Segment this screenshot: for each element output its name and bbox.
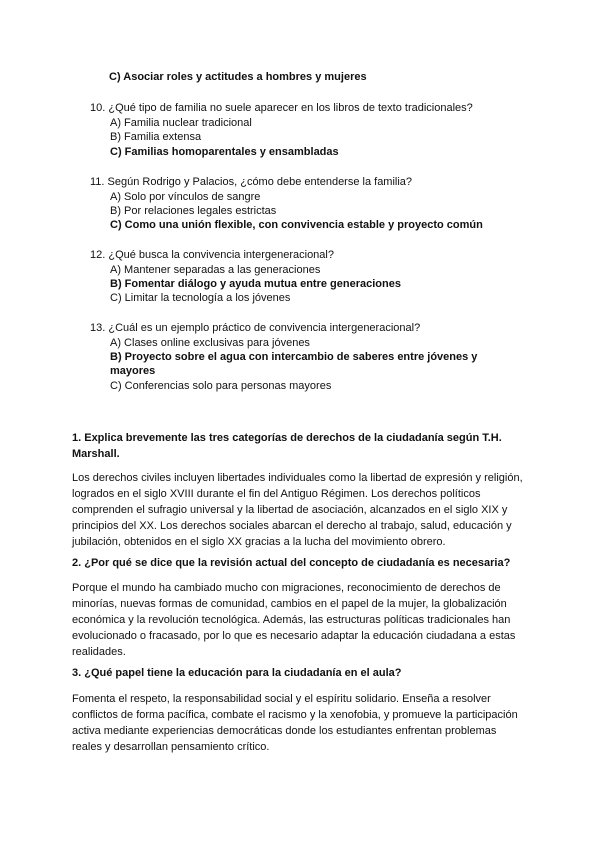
q11-option-a: A) Solo por vínculos de sangre [110,191,261,203]
q12-option-a: A) Mantener separadas a las generaciones [110,264,321,276]
q12-option-c: C) Limitar la tecnología a los jóvenes [110,292,291,304]
q12-question: 12. ¿Qué busca la convivencia intergeneracional? [90,249,334,261]
open-question-1-title: 1. Explica brevemente las tres categorías de derechos de la ciudadanía según T.H. Marshall. [72,432,502,460]
q13-option-b-continued: mayores [110,365,156,377]
q10-option-a: A) Familia nuclear tradicional [110,117,252,129]
open-question-2-answer: Porque el mundo ha cambiado mucho con migraciones, reconocimiento de derechos de minorías, nuevas formas de comunidad, cambios en el papel de la mujer, la globalización económica y la revolución tecnológica. Además, las estructuras políticas tradicionales han evolucionado o fracasado, por lo que es necesario adaptar la educación ciudadana a estas realidades. [72,582,516,658]
open-question-3-answer: Fomenta el respeto, la responsabilidad social y el espíritu solidario. Enseña a resolver conflictos de forma pacífica, combate el racismo y la xenofobia, y promueve la participación activa mediante experiencias democráticas donde los estudiantes enfrentan problemas reales y desarrollan pensamiento crítico. [72,693,518,753]
open-question-2-title: 2. ¿Por qué se dice que la revisión actual del concepto de ciudadanía es necesaria? [72,557,511,569]
q10-option-c-correct: C) Familias homoparentales y ensambladas [110,146,339,158]
q11-question: 11. Según Rodrigo y Palacios, ¿cómo debe entenderse la familia? [90,176,413,188]
q9-correct-answer: C) Asociar roles y actitudes a hombres y mujeres [109,71,367,83]
open-question-3-title: 3. ¿Qué papel tiene la educación para la ciudadanía en el aula? [72,667,402,679]
q13-option-b-correct: B) Proyecto sobre el agua con intercambio de saberes entre jóvenes y [110,351,478,363]
q10-option-b: B) Familia extensa [110,131,202,143]
q12-option-b-correct: B) Fomentar diálogo y ayuda mutua entre generaciones [110,278,401,290]
q13-option-c: C) Conferencias solo para personas mayores [110,380,332,392]
q10-question: 10. ¿Qué tipo de familia no suele aparecer en los libros de texto tradicionales? [90,102,473,114]
q13-question: 13. ¿Cuál es un ejemplo práctico de convivencia intergeneracional? [90,322,421,334]
q11-option-c-correct: C) Como una unión flexible, con convivencia estable y proyecto común [110,219,483,231]
q13-option-a: A) Clases online exclusivas para jóvenes [110,337,310,349]
open-question-1-answer: Los derechos civiles incluyen libertades individuales como la libertad de expresión y religión, logrados en el siglo XVIII durante el fin del Antiguo Régimen. Los derechos políticos comprenden el sufragio universal y la libertad de asociación, alcanzados en el siglo XIX y principios del XX. Los derechos sociales abarcan el derecho al trabajo, salud, educación y jubilación, obtenidos en el siglo XX gracias a la lucha del movimiento obrero. [72,472,523,548]
q11-option-b: B) Por relaciones legales estrictas [110,205,277,217]
